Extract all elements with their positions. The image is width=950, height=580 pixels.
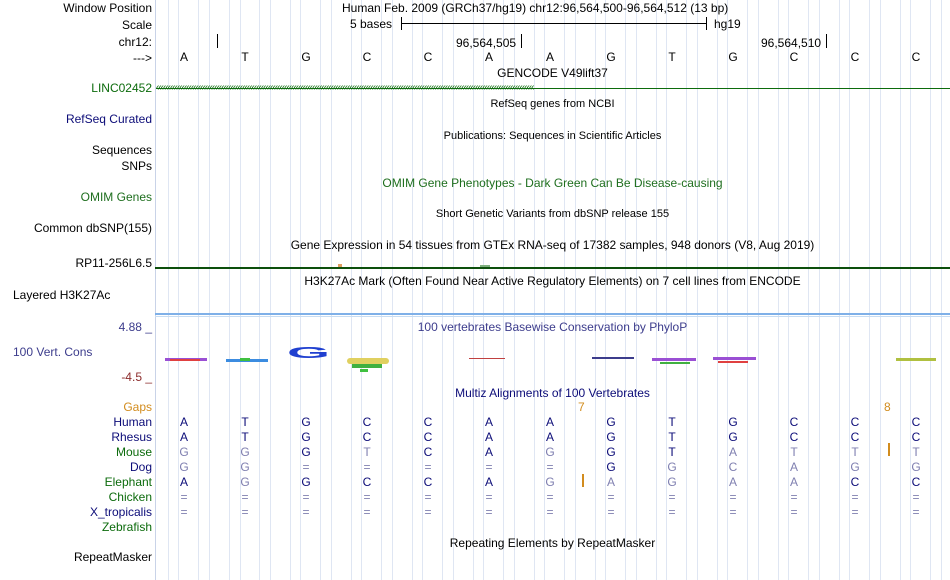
dbsnp-track-title[interactable]: Short Genetic Variants from dbSNP release 155 [435, 208, 670, 220]
sequence-base: A [179, 50, 188, 64]
alignment-base: = [546, 490, 554, 504]
alignment-base: C [850, 475, 860, 489]
sequence-base: C [362, 50, 372, 64]
alignment-base: C [911, 415, 921, 429]
alignment-base: = [241, 490, 249, 504]
alignment-base: A [179, 430, 188, 444]
svg-text:G: G [287, 345, 330, 362]
omim-track-label[interactable]: OMIM Genes [80, 190, 152, 204]
window-position-label: Window Position [63, 1, 152, 15]
gaps-label[interactable]: Gaps [123, 400, 152, 414]
alignment-base: = [546, 460, 554, 474]
alignment-base: G [606, 460, 616, 474]
alignment-base: G [728, 415, 738, 429]
alignment-base: C [789, 430, 799, 444]
gap-count-7[interactable]: 7 [578, 400, 585, 414]
alignment-base: = [180, 490, 188, 504]
alignment-base: G [667, 475, 677, 489]
alignment-base: = [607, 505, 615, 519]
alignment-base: A [789, 475, 798, 489]
insertion-mark [888, 443, 890, 456]
alignment-base: = [851, 505, 859, 519]
sequence-base: C [789, 50, 799, 64]
alignment-base: A [484, 415, 493, 429]
alignment-base: = [668, 490, 676, 504]
species-label[interactable]: Elephant [104, 475, 152, 489]
alignment-base: G [240, 460, 250, 474]
alignment-base: T [363, 445, 371, 459]
sequence-base: G [728, 50, 738, 64]
alignment-base: G [240, 475, 250, 489]
alignment-base: = [912, 490, 920, 504]
alignment-base: A [789, 460, 798, 474]
alignment-base: = [363, 460, 371, 474]
alignment-base: A [484, 445, 493, 459]
gtex-gene-label[interactable]: RP11-256L6.5 [75, 256, 152, 270]
coord-1: 96,564,505 [456, 36, 517, 50]
h3k27ac-baseline [155, 313, 950, 315]
alignment-base: G [911, 460, 921, 474]
alignment-base: = [607, 490, 615, 504]
alignment-base: = [241, 505, 249, 519]
scale-label: Scale [121, 18, 152, 32]
alignment-base: T [241, 415, 249, 429]
alignment-base: = [790, 505, 798, 519]
alignment-base: = [424, 490, 432, 504]
alignment-base: A [179, 415, 188, 429]
gtex-expression-mark [338, 264, 342, 267]
alignment-base: T [912, 445, 920, 459]
alignment-base: T [851, 445, 859, 459]
species-label[interactable]: Zebrafish [101, 520, 152, 534]
alignment-base: A [484, 475, 493, 489]
alignment-base: = [363, 505, 371, 519]
alignment-base: G [545, 475, 555, 489]
snps-track-label[interactable]: SNPs [121, 159, 152, 173]
omim-track-title[interactable]: OMIM Gene Phenotypes - Dark Green Can Be Disease-causing [382, 176, 723, 190]
coord-tick [217, 34, 218, 48]
conservation-max-label: 4.88 _ [118, 320, 152, 334]
alignment-base: = [302, 460, 310, 474]
gap-count-8[interactable]: 8 [884, 400, 891, 414]
species-label[interactable]: Chicken [108, 490, 152, 504]
alignment-base: = [729, 490, 737, 504]
coord-2: 96,564,510 [761, 36, 822, 50]
sequence-base: A [545, 50, 554, 64]
alignment-base: C [911, 475, 921, 489]
alignment-base: C [362, 415, 372, 429]
conservation-track-label[interactable]: 100 Vert. Cons [13, 345, 93, 359]
alignment-base: C [362, 430, 372, 444]
alignment-base: G [301, 430, 311, 444]
alignment-base: = [302, 490, 310, 504]
species-label[interactable]: X_tropicalis [89, 505, 152, 519]
alignment-base: = [302, 505, 310, 519]
alignment-base: G [728, 430, 738, 444]
alignment-base: = [485, 490, 493, 504]
window-position-value: Human Feb. 2009 (GRCh37/hg19) chr12:96,564,500-96,564,512 (13 bp) [342, 1, 729, 15]
alignment-base: G [301, 445, 311, 459]
alignment-base: G [545, 445, 555, 459]
alignment-base: T [668, 415, 676, 429]
conservation-track-title[interactable]: 100 vertebrates Basewise Conservation by PhyloP [417, 320, 688, 334]
sequence-base: G [301, 50, 311, 64]
repeatmasker-track-label[interactable]: RepeatMasker [73, 550, 152, 564]
alignment-base: T [790, 445, 798, 459]
alignment-base: G [606, 415, 616, 429]
alignment-base: = [485, 505, 493, 519]
alignment-base: = [424, 505, 432, 519]
gencode-gene-line [156, 88, 950, 89]
alignment-base: G [301, 475, 311, 489]
alignment-base: A [728, 475, 737, 489]
alignment-base: T [668, 430, 676, 444]
repeatmasker-track-title[interactable]: Repeating Elements by RepeatMasker [449, 536, 656, 550]
coord-tick [521, 34, 522, 48]
scale-db: hg19 [714, 17, 741, 31]
alignment-base: = [729, 505, 737, 519]
alignment-base: = [485, 460, 493, 474]
alignment-base: C [850, 430, 860, 444]
refseq-track-title[interactable]: RefSeq genes from NCBI [490, 98, 615, 110]
gtex-expression-mark [480, 265, 490, 267]
alignment-base: A [545, 415, 554, 429]
alignment-base: = [424, 460, 432, 474]
insertion-mark [582, 474, 584, 487]
alignment-base: C [362, 475, 372, 489]
alignment-base: C [911, 430, 921, 444]
scale-bar [401, 23, 706, 24]
sequence-base: C [911, 50, 921, 64]
alignment-base: = [180, 505, 188, 519]
h3k27ac-baseline [155, 316, 950, 317]
alignment-base: G [179, 445, 189, 459]
alignment-base: = [851, 490, 859, 504]
gencode-gene-label[interactable]: LINC02452 [91, 81, 152, 95]
coord-tick [826, 34, 827, 48]
alignment-base: = [912, 505, 920, 519]
alignment-base: A [728, 445, 737, 459]
alignment-base: C [423, 475, 433, 489]
alignment-base: A [606, 475, 615, 489]
sequence-base: C [850, 50, 860, 64]
h3k27ac-track-label[interactable]: Layered H3K27Ac [13, 288, 111, 302]
sequences-track-label[interactable]: Sequences [91, 143, 152, 157]
scale-value: 5 bases [350, 17, 393, 31]
conservation-min-label: -4.5 _ [121, 370, 152, 384]
alignment-base: A [545, 430, 554, 444]
alignment-base: G [667, 460, 677, 474]
refseq-track-label[interactable]: RefSeq Curated [65, 112, 152, 126]
species-label[interactable]: Dog [129, 460, 152, 474]
chrom-label: chr12: [118, 35, 152, 49]
sequence-base: A [484, 50, 493, 64]
alignment-base: G [850, 460, 860, 474]
alignment-base: G [179, 460, 189, 474]
scale-bar-left-tick [401, 17, 402, 30]
alignment-base: A [179, 475, 188, 489]
alignment-base: G [606, 430, 616, 444]
publications-track-title[interactable]: Publications: Sequences in Scientific Articles [443, 130, 662, 142]
alignment-base: A [484, 430, 493, 444]
alignment-base: = [363, 490, 371, 504]
alignment-base: = [790, 490, 798, 504]
sequence-base: T [241, 50, 249, 64]
alignment-base: C [728, 460, 738, 474]
alignment-base: C [423, 430, 433, 444]
scale-bar-right-tick [706, 17, 707, 30]
species-label[interactable]: Mouse [115, 445, 152, 459]
sequence-base: C [423, 50, 433, 64]
alignment-base: C [423, 415, 433, 429]
alignment-base: = [668, 505, 676, 519]
gtex-track-title[interactable]: Gene Expression in 54 tissues from GTEx RNA-seq of 17382 samples, 948 donors (V8, Aug 2019) [290, 238, 815, 252]
gtex-gene-bar[interactable] [155, 267, 950, 269]
alignment-base: C [850, 415, 860, 429]
alignment-base: G [240, 445, 250, 459]
alignment-base: C [423, 445, 433, 459]
h3k27ac-track-title[interactable]: H3K27Ac Mark (Often Found Near Active Regulatory Elements) on 7 cell lines from ENCODE [304, 274, 801, 288]
conservation-logo[interactable] [0, 344, 950, 374]
conservation-logo-glyphs [165, 345, 936, 372]
sequence-base: T [668, 50, 676, 64]
dbsnp-track-label[interactable]: Common dbSNP(155) [33, 221, 152, 235]
species-label[interactable]: Rhesus [111, 430, 152, 444]
multiz-track-title[interactable]: Multiz Alignments of 100 Vertebrates [455, 386, 650, 400]
alignment-base: = [546, 505, 554, 519]
species-label[interactable]: Human [113, 415, 152, 429]
alignment-base: G [606, 445, 616, 459]
alignment-base: C [789, 415, 799, 429]
alignment-base: G [301, 415, 311, 429]
alignment-base: T [668, 445, 676, 459]
sequence-base: G [606, 50, 616, 64]
strand-label: ---> [133, 51, 152, 65]
gencode-track-title[interactable]: GENCODE V49lift37 [497, 66, 608, 80]
alignment-base: T [241, 430, 249, 444]
